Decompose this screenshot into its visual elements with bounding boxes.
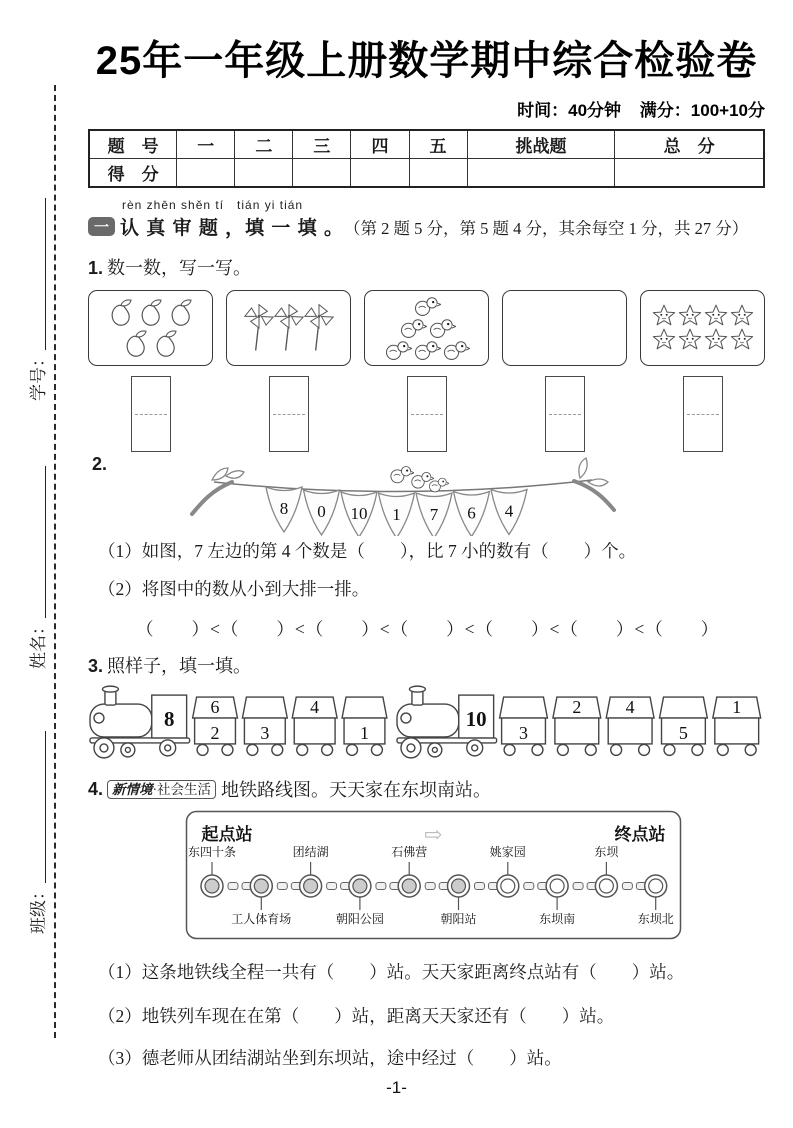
exam-meta [88, 96, 765, 121]
section-one-badge: 一 [88, 217, 115, 236]
q3-trains [88, 682, 765, 762]
exam-time: 时间：40分钟 [517, 101, 622, 120]
q1-picture-boxes [88, 290, 765, 366]
q1-answer-box [131, 376, 171, 452]
banner-number: 8 [279, 499, 289, 518]
train-car [713, 697, 761, 755]
score-table-header-cell: 题 号 [89, 130, 177, 159]
pinwheel-icon [304, 300, 334, 356]
q1-item-box-pinwheel [226, 290, 351, 366]
q4-sub3: （3）德老师从团结湖站坐到东坝站，途中经过（ ）站。 [98, 1048, 562, 1068]
q3-train [395, 682, 765, 762]
banner-number: 1 [392, 505, 401, 524]
q1-answer-cell [364, 376, 489, 452]
pear-icon [106, 297, 136, 328]
q2-number: 2. [92, 454, 108, 474]
q3-text: 照样子，填一填。 [107, 656, 252, 676]
page-number: -1- [386, 1078, 407, 1097]
star-icon [729, 304, 755, 328]
train-engine [90, 686, 190, 758]
class-field [19, 706, 49, 934]
exam-page [88, 0, 765, 1071]
class-blank [45, 731, 46, 883]
score-cell-empty [235, 159, 293, 188]
score-table-header-cell: 三 [293, 130, 351, 159]
score-table-header-cell: 五 [409, 130, 467, 159]
student-id-label: 学号： [29, 350, 48, 401]
pennant [379, 493, 415, 536]
pinwheel-icon [274, 300, 304, 356]
q2-sub2: （2）将图中的数从小到大排一排。 [98, 579, 370, 599]
new-context-badge [107, 780, 216, 799]
q1-answer-boxes [88, 376, 765, 452]
svg-text:2: 2 [572, 697, 582, 718]
pinyin: rèn zhēn shěn tí tián yi tián [122, 198, 304, 212]
station-label: 团结湖 [292, 845, 329, 859]
station-label: 朝阳站 [440, 912, 477, 926]
score-table-header-cell: 二 [235, 130, 293, 159]
new-context-badge-rest: ·社会生活 [152, 781, 212, 797]
svg-text:8: 8 [163, 706, 175, 731]
q3-header [88, 652, 765, 678]
q1-item-box-empty [502, 290, 627, 366]
score-cell-empty [409, 159, 467, 188]
train-car [193, 697, 238, 755]
name-field [19, 441, 49, 669]
q4-sub1: （1）这条地铁线全程一共有（ ）站。天天家距离终点站有（ ）站。 [98, 962, 685, 982]
name-label: 姓名： [29, 618, 48, 669]
student-id-field [19, 173, 49, 401]
pear-icon [136, 297, 166, 328]
section-one-header [88, 213, 765, 240]
score-cell-empty [293, 159, 351, 188]
score-cell-empty [615, 159, 764, 188]
start-label: 起点站 [201, 825, 253, 844]
train-engine [397, 686, 497, 758]
pear-icon [166, 297, 196, 328]
svg-text:5: 5 [678, 722, 688, 743]
q1-answer-cell [502, 376, 627, 452]
pennant [454, 492, 490, 537]
svg-text:4: 4 [310, 697, 320, 718]
bird-icon [427, 317, 456, 339]
class-label: 班级： [29, 883, 48, 934]
q1-item-box-pear [88, 290, 213, 366]
svg-text:3: 3 [260, 722, 270, 743]
pennant [341, 492, 377, 536]
score-row-label: 得 分 [89, 159, 177, 188]
train-car [292, 697, 337, 755]
q1-answer-box [683, 376, 723, 452]
train-car [499, 697, 547, 755]
q1-answer-cell [226, 376, 351, 452]
end-label: 终点站 [614, 825, 666, 844]
star-icon [677, 304, 703, 328]
q1-item-box-star [640, 290, 765, 366]
score-cell-empty [467, 159, 615, 188]
q1-text: 数一数，写一写。 [107, 258, 252, 278]
q2-sub1: （1）如图，7 左边的第 4 个数是（ ），比 7 小的数有（ ）个。 [98, 541, 637, 561]
svg-text:2: 2 [210, 722, 220, 743]
q4-number: 4. [88, 778, 104, 799]
q4-sub2: （2）地铁列车现在在第（ ）站，距离天天家还有（ ）站。 [98, 1006, 615, 1026]
score-table-header-cell: 一 [177, 130, 235, 159]
q4-text: 地铁路线图。天天家在东坝南站。 [221, 780, 492, 800]
score-table [88, 129, 765, 188]
train-car [242, 697, 287, 755]
station-label: 东坝 [594, 845, 619, 859]
q1-header [88, 254, 765, 280]
station-label: 东四十条 [187, 845, 237, 859]
pennant [304, 490, 340, 535]
q1-answer-box [407, 376, 447, 452]
svg-text:1: 1 [732, 697, 742, 718]
score-cell-empty [177, 159, 235, 188]
svg-text:4: 4 [625, 697, 635, 718]
star-icon [729, 328, 755, 352]
q1-answer-cell [640, 376, 765, 452]
bird-icon [391, 467, 414, 483]
bird-icon [412, 339, 441, 361]
q2-block [88, 452, 765, 536]
q1-answer-box [269, 376, 309, 452]
pear-icon [121, 328, 151, 359]
star-icon [677, 328, 703, 352]
star-icon [703, 304, 729, 328]
score-table-header-cell: 挑战题 [467, 130, 615, 159]
station-label: 东坝北 [637, 912, 674, 926]
pennant [491, 490, 527, 535]
banner-number: 0 [317, 502, 326, 521]
svg-text:10: 10 [465, 706, 487, 731]
banner-number: 6 [467, 503, 476, 523]
score-cell-empty [351, 159, 409, 188]
page-title: 25年一年级上册数学期中综合检验卷 [95, 39, 758, 83]
exam-score: 满分：100+10分 [639, 101, 765, 120]
student-id-blank [45, 198, 46, 350]
pennant [416, 493, 452, 536]
subway-map [185, 810, 765, 945]
star-icon [651, 304, 677, 328]
pear-icon [151, 328, 181, 359]
q1-item-box-bird [364, 290, 489, 366]
train-car [342, 697, 387, 755]
star-icon [703, 328, 729, 352]
bird-icon [441, 339, 470, 361]
q1-number: 1. [88, 258, 104, 278]
svg-text:1: 1 [359, 722, 369, 743]
score-table-header-cell: 四 [351, 130, 409, 159]
q1-answer-cell [88, 376, 213, 452]
bird-icon [383, 339, 412, 361]
station-label: 姚家园 [489, 845, 526, 859]
sidebar-divider [54, 85, 56, 1038]
new-context-badge-strong: 新情境 [112, 781, 153, 797]
banner-number: 10 [350, 504, 368, 523]
section-one-title: 认 真 审 题 ，填 一 填 。 [120, 218, 344, 239]
q3-number: 3. [88, 656, 104, 676]
bird-icon [412, 295, 441, 317]
direction-arrow: ⇨ [423, 822, 443, 847]
station-label: 朝阳公园 [335, 912, 384, 926]
q3-train [88, 682, 391, 762]
q2-inequality: （ ）<（ ）<（ ）<（ ）<（ ）<（ ）<（ ） [136, 619, 720, 639]
train-car [659, 697, 707, 755]
train-car [606, 697, 654, 755]
pinwheel-icon [244, 300, 274, 356]
train-car [553, 697, 601, 755]
q1-answer-box [545, 376, 585, 452]
station-label: 石佛营 [391, 845, 428, 859]
pennant [266, 487, 302, 532]
star-icon [651, 328, 677, 352]
q4-header [88, 776, 765, 802]
q2-banner-illustration [188, 452, 618, 536]
section-one-note: （第 2 题 5 分，第 5 题 4 分，其余每空 1 分，共 27 分） [343, 218, 749, 238]
banner-number: 4 [504, 501, 514, 521]
svg-text:3: 3 [518, 722, 528, 743]
name-blank [45, 466, 46, 618]
banner-number: 7 [429, 505, 439, 524]
bird-icon [429, 478, 449, 492]
bird-icon [398, 317, 427, 339]
svg-text:6: 6 [210, 697, 220, 718]
score-table-header-cell: 总 分 [615, 130, 764, 159]
station-label: 东坝南 [539, 912, 576, 926]
station-label: 工人体育场 [231, 912, 292, 926]
